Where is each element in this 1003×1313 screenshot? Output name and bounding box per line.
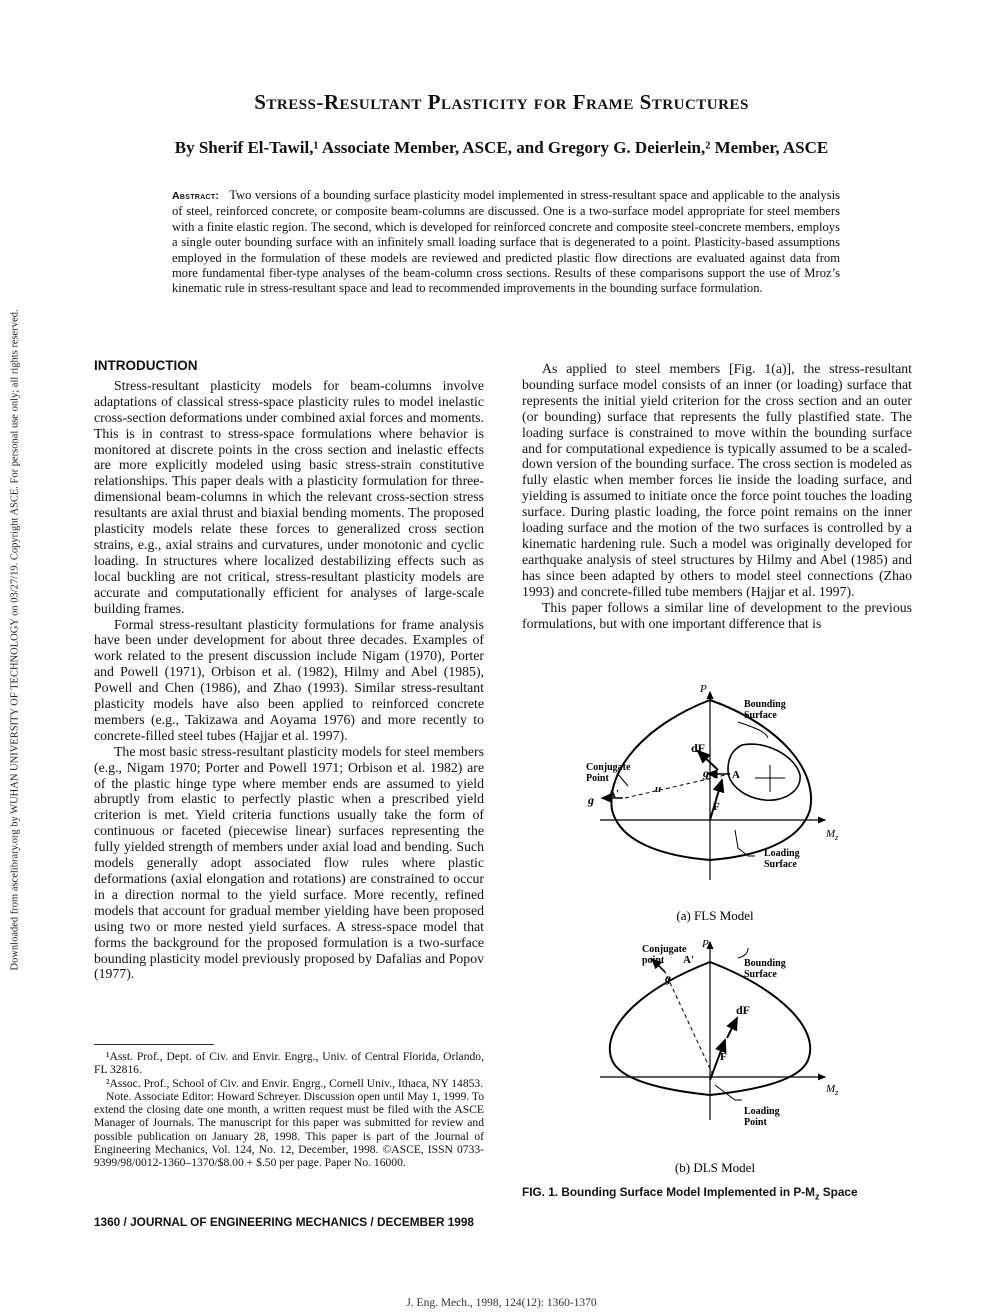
- g-label: g: [703, 766, 709, 780]
- figure-1b-dls-model: [600, 942, 825, 1120]
- body-paragraph: As applied to steel members [Fig. 1(a)], the stress-resultant bounding surface model consists of an inner (or loading) surface that represents the initial yield criterion for the cross section and an outer (or bounding) surface that represents the fully plastified state. The loading surface is constrained to move within the bounding surface and for computational expedience is typically assumed to be a scaled-down version of the bounding surface. The cross section is modeled as fully elastic when member forces lie inside the loading surface, and yielding is assumed to initiate once the force point touches the loading surface. During plastic loading, the force point remains on the inner loading surface and the motion of the two surfaces is controlled by a kinematic hardening rule. Such a model was originally developed for earthquake analysis of steel structures by Hilmy and Abel (1985) and has since been adapted by others to model steel connections (Zhao 1993) and concrete-filled tube members (Hajjar et al. 1997).: [522, 361, 912, 599]
- loading-point-label: Point: [744, 1117, 767, 1128]
- conjugate-point-label: Conjugate: [642, 944, 687, 955]
- f-label: F: [720, 1051, 727, 1063]
- g-label: g: [665, 971, 671, 985]
- footnote: ¹Asst. Prof., Dept. of Civ. and Envir. Engrg., Univ. of Central Florida, Orlando, FL 32816.: [94, 1050, 484, 1077]
- figure-1: [520, 670, 910, 1180]
- u-vector-dashed: [625, 774, 730, 798]
- p-axis-label: P: [700, 683, 707, 695]
- dashed-line-to-conjugate: [665, 972, 713, 1075]
- body-paragraph: This paper follows a similar line of development to the previous formulations, but with one important difference that is: [522, 599, 912, 631]
- conjugate-leader-line: [617, 773, 628, 786]
- g-label: g: [588, 793, 594, 807]
- f-vector-arrow: [710, 780, 722, 820]
- m-axis-label-main: M: [826, 1083, 836, 1095]
- bounding-surface-label: Surface: [744, 710, 777, 721]
- figure-1a-labels: [586, 683, 839, 923]
- abstract-text: Two versions of a bounding surface plasticity model implemented in stress-resultant space and applicable to the analysis of steel, reinforced concrete, or composite beam-columns are discussed. One is a two-surface model appropriate for steel members with a finite elastic region. The second, which is developed for reinforced concrete and composite steel-concrete members, employs a single outer bounding surface with an infinitely small loading surface that is degenerated to a point. Plasticity-based assumptions employed in the formulation of these models are reviewed and predicted plastic flow directions are evaluated against data from more fundamental fiber-type analyses of the beam-column cross sections. Results of these comparisons support the use of Mroz’s kinematic rule in stress-resultant space and lead to recommended improvements in the bounding surface formulation.: [172, 188, 841, 296]
- intro-paragraph: The most basic stress-resultant plasticity models for steel members (e.g., Nigam 1970; Porter and Powell 1971; Orbison et al. 1982) are of the plastic hinge type where member ends are assumed to yield abruptly from elastic to perfectly plastic when a prescribed yield criterion is met. Yield criteria functions usually take the form of continuous or faceted (piecewise linear) surfaces representing the fully yielded strength of members under axial load and bending. Such models generally adopt associated flow rules where plastic deformations (axial elongation and rotations) are constrained to occur in a direction normal to the yield surface. More recently, refined models that account for gradual member yielding have been proposed using two or more nested yield surfaces. A stress-space model that forms the background for the proposed formulation is a two-surface bounding plasticity model previously proposed by Dafalias and Popov (1977).: [94, 743, 484, 982]
- citation-line: J. Eng. Mech., 1998, 124(12): 1360-1370: [406, 1297, 597, 1309]
- conjugate-point-label: Conjugate: [586, 762, 631, 773]
- footnote: Note. Associate Editor: Howard Schreyer. Discussion open until May 1, 1999. To extend the closing date one month, a written request must be filed with the ASCE Manager of Journals. The manuscript for this paper was submitted for review and possible publication on January 28, 1998. This paper is part of the Journal of Engineering Mechanics, Vol. 124, No. 12, December, 1998. ©ASCE, ISSN 0733-9399/98/0012-1360–1370/$8.00 + $.50 per page. Paper No. 16000.: [94, 1089, 484, 1170]
- a-label: A: [732, 769, 740, 781]
- m-axis-label-main: M: [826, 828, 836, 840]
- bounding-surface-label: Bounding: [744, 958, 786, 969]
- df-label: dF: [736, 1003, 751, 1017]
- footnotes: [94, 1050, 484, 1170]
- m-axis-label-sub: z: [835, 833, 839, 842]
- aprime-label: A': [683, 954, 694, 966]
- p-axis-label: P: [702, 938, 709, 950]
- bounding-surface-label: Surface: [744, 969, 777, 980]
- paper-title: Stress-Resultant Plasticity for Frame Structures: [254, 90, 749, 114]
- u-label: u: [655, 783, 662, 795]
- section-heading-introduction: INTRODUCTION: [94, 358, 198, 373]
- figure-1-caption-sub: z: [814, 1191, 820, 1202]
- m-axis-label: [825, 828, 839, 842]
- loading-point-label: Loading: [744, 1106, 780, 1117]
- loading-leader-line: [735, 830, 755, 856]
- loading-surface-label: Loading: [764, 848, 800, 859]
- bounding-leader-line: [738, 722, 768, 738]
- left-column: [94, 358, 484, 982]
- figure-1b-caption: (b) DLS Model: [674, 1160, 756, 1175]
- conjugate-point-label: point: [642, 955, 665, 966]
- figure-1-caption: [522, 1185, 858, 1201]
- bounding-surface-curve: [611, 700, 811, 860]
- loading-surface-label: Surface: [764, 859, 797, 870]
- intro-paragraph: Stress-resultant plasticity models for beam-columns involve adaptations of classical stress-space plasticity rules to model inelastic cross-section deformations under combined axial forces and moments. This is in contrast to stress-space formulations where behavior is monitored at discrete points in the cross section and inelastic effects are more explicitly modeled using basic stress-strain constitutive relationships. This paper deals with a plasticity formulation for three-dimensional beam-columns in which the relevant cross-section stress resultants are axial thrust and biaxial bending moments. The proposed plasticity models relate these forces to generalized cross section strains, e.g., axial strains and curvatures, under monotonic and cyclic loading. In structures where localized destabilizing effects such as local buckling are not critical, stress-resultant plasticity models are accurate and computationally efficient for analyses of large-scale building frames.: [94, 377, 484, 616]
- byline: By Sherif El-Tawil,¹ Associate Member, ASCE, and Gregory G. Deierlein,² Member, ASCE: [174, 138, 829, 157]
- right-column: [522, 361, 912, 631]
- df-arrow: [727, 1018, 737, 1038]
- abstract: [172, 188, 840, 297]
- bounding-surface-label: Bounding: [744, 699, 786, 710]
- abstract-label: Abstract:: [172, 190, 220, 202]
- footnote-rule: [94, 1044, 214, 1045]
- m-axis-label: [825, 1083, 839, 1097]
- running-footer: 1360 / JOURNAL OF ENGINEERING MECHANICS / DECEMBER 1998: [94, 1215, 474, 1229]
- footnote: ²Assoc. Prof., School of Civ. and Envir. Engrg., Cornell Univ., Ithaca, NY 14853.: [106, 1076, 484, 1090]
- conjugate-point-label: Point: [586, 773, 609, 784]
- bounding-leader-line: [738, 948, 748, 958]
- figure-1-caption-text: FIG. 1. Bounding Surface Model Implemented in P-M: [522, 1185, 815, 1199]
- figure-1a-caption: (a) FLS Model: [676, 908, 754, 923]
- df-label: dF: [691, 741, 706, 755]
- download-sidebar-note: Downloaded from ascelibrary.org by WUHAN UNIVERSITY OF TECHNOLOGY on 03/27/19. Copyright ASCE. For personal use only; all rights reserved.: [9, 309, 21, 971]
- intro-paragraph: Formal stress-resultant plasticity formulations for frame analysis have been under development for about three decades. Examples of work related to the present discussion include Nigam (1970), Porter and Powell (1971), Orbison et al. (1982), Hilmy and Abel (1985), Powell and Chen (1986), and Zhao (1993). Similar stress-resultant plasticity models have also been applied to reinforced concrete members (e.g., Takizawa and Aoyama 1976) and more recently to concrete-filled steel tubes (Hajjar et al. 1997).: [94, 616, 484, 743]
- figure-1-caption-tail: Space: [819, 1185, 858, 1199]
- m-axis-label-sub: z: [835, 1088, 839, 1097]
- aprime-label: A': [608, 788, 619, 800]
- f-label: F: [713, 801, 720, 813]
